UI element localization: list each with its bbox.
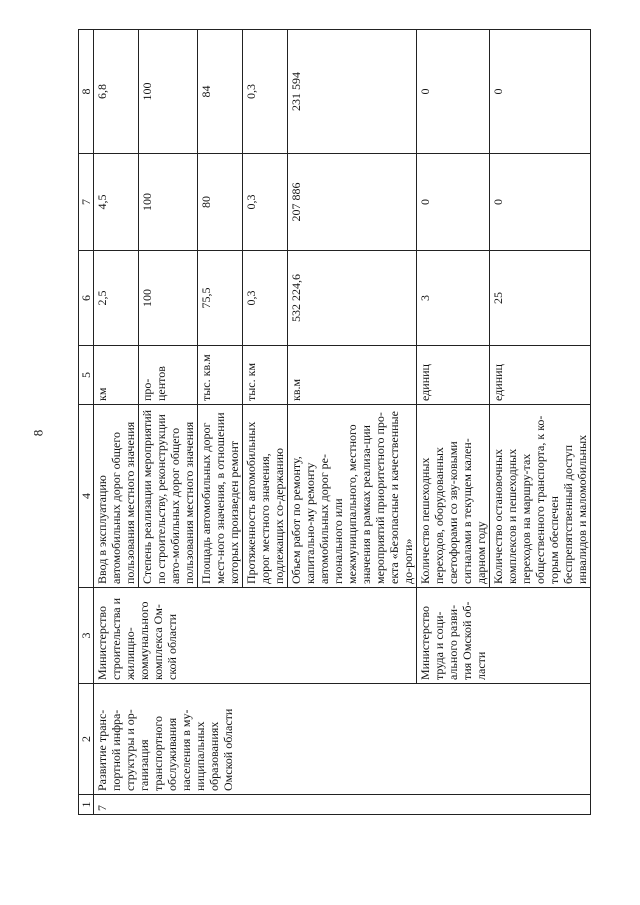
indicator-name: Ввод в эксплуатацию автомобильных дорог общего пользования местного значения — [94, 405, 139, 588]
indicator-value-8: 6,8 — [94, 30, 139, 154]
header-col-4: 4 — [79, 405, 94, 588]
indicator-value-7: 0 — [490, 154, 591, 251]
indicator-unit: про-центов — [139, 346, 198, 405]
indicator-value-7: 4,5 — [94, 154, 139, 251]
indicator-value-6: 0,3 — [243, 251, 288, 346]
ministry-2-cell: Министерство труда и соци-ального разви-тия Омской об-ласти — [417, 588, 591, 684]
indicator-value-6: 3 — [417, 251, 490, 346]
indicator-value-8: 231 594 — [288, 30, 417, 154]
header-row — [79, 30, 94, 815]
indicator-value-8: 0,3 — [243, 30, 288, 154]
indicator-name: Количество остановочных комплексов и пешеходных переходов на маршру-тах общественного транспорта, к ко-торым обеспечен беспрепятственный доступ инвалидов и маломобильных — [490, 405, 591, 588]
indicator-value-8: 84 — [198, 30, 243, 154]
indicator-value-7: 207 886 — [288, 154, 417, 251]
indicator-value-7: 0 — [417, 154, 490, 251]
indicator-value-6: 100 — [139, 251, 198, 346]
indicator-value-8: 0 — [490, 30, 591, 154]
indicator-value-6: 532 224,6 — [288, 251, 417, 346]
indicator-name: Степень реализации мероприятий по строительству, реконструкции авто-мобильных дорог общего пользования местного значения — [139, 405, 198, 588]
indicator-value-7: 80 — [198, 154, 243, 251]
indicator-unit: кв.м — [288, 346, 417, 405]
header-col-3: 3 — [79, 588, 94, 684]
indicators-table — [78, 29, 591, 815]
indicator-unit: единиц — [417, 346, 490, 405]
header-col-7: 7 — [79, 154, 94, 251]
table-rotator — [78, 30, 626, 815]
header-col-5: 5 — [79, 346, 94, 405]
goal-cell: Развитие транс-портной инфра-структуры и ор-ганизация транспортного обслуживания населения в му-ниципальных образованиях Омской области — [94, 684, 591, 795]
indicator-value-8: 0 — [417, 30, 490, 154]
header-col-2: 2 — [79, 684, 94, 795]
indicator-unit: тыс. кв.м — [198, 346, 243, 405]
rotated-sheet — [78, 30, 626, 815]
indicator-name: Площадь автомобильных дорог мест-ного значения, в отношении которых произведен ремонт — [198, 405, 243, 588]
indicator-name: Количество пешеходных переходов, оборудованных светофорами со зву-ковыми сигналами в текущем кален-дарном году — [417, 405, 490, 588]
ministry-1-cell: Министерство строительства и жилищно-коммунального комплекса Ом-ской области — [94, 588, 417, 684]
row-number: 7 — [94, 795, 591, 815]
indicator-unit: км — [94, 346, 139, 405]
indicator-value-7: 100 — [139, 154, 198, 251]
indicator-value-6: 75,5 — [198, 251, 243, 346]
indicator-value-8: 100 — [139, 30, 198, 154]
page-number: 8 — [30, 429, 46, 437]
indicator-name: Протяженность автомобильных дорог местного значения, подлежащих со-держанию — [243, 405, 288, 588]
indicator-unit: тыс. км — [243, 346, 288, 405]
indicator-value-7: 0,3 — [243, 154, 288, 251]
header-col-6: 6 — [79, 251, 94, 346]
header-col-8: 8 — [79, 30, 94, 154]
indicator-value-6: 2,5 — [94, 251, 139, 346]
indicator-name: Объем работ по ремонту, капитально-му ремонту автомобильных дорог ре-гионального или межмуниципального, местного значения в рамках реализа-ции мероприятий приоритетного про-екта «Безопасные и качественные до-роги» — [288, 405, 417, 588]
indicator-unit: единиц — [490, 346, 591, 405]
indicator-value-6: 25 — [490, 251, 591, 346]
header-col-1: 1 — [79, 795, 94, 815]
table-row — [94, 30, 139, 815]
